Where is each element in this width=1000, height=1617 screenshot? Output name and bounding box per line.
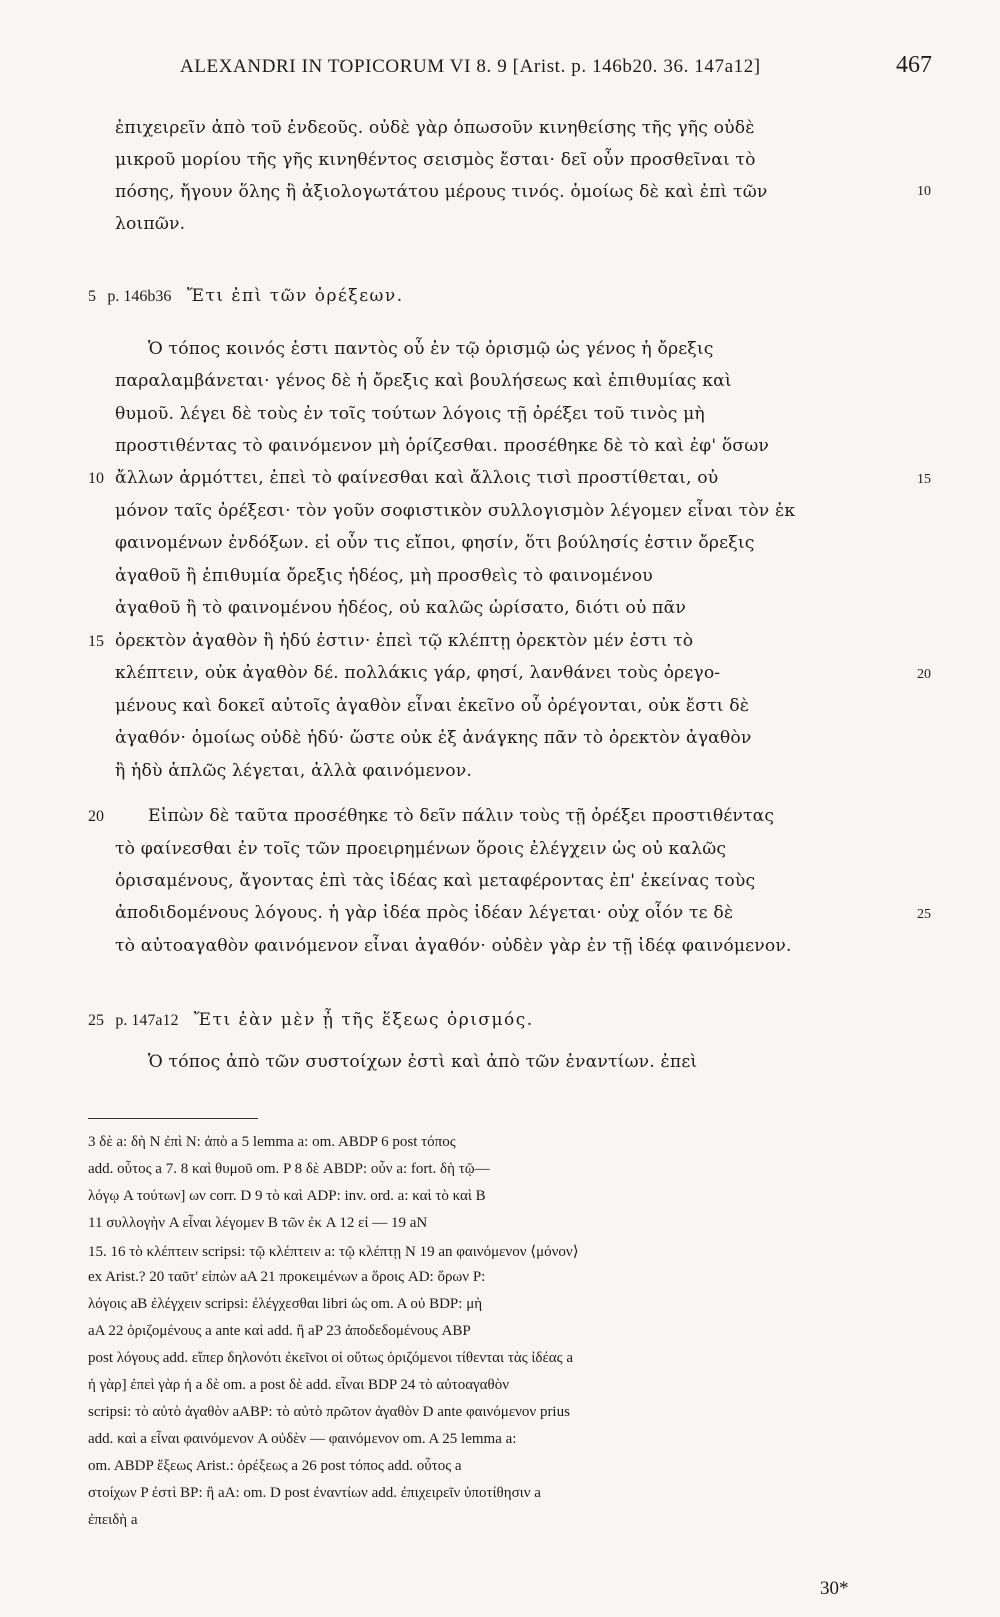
lemma-heading bbox=[88, 286, 908, 306]
running-title: ALEXANDRI IN TOPICORUM VI 8. 9 [Arist. p. 146b20. 36. 147a12] bbox=[180, 56, 761, 77]
line-number: 25 bbox=[88, 1012, 104, 1029]
text-line: Εἰπὼν δὲ ταῦτα προσέθηκε τὸ δεῖν πάλιν τοὺς τῇ ὀρέξει προστιθέντας bbox=[148, 806, 775, 826]
text-line: ἐπιχειρεῖν ἀπὸ τοῦ ἐνδεοῦς. οὐδὲ γὰρ ὁπωσοῦν κινηθείσης τῆς γῆς οὐδὲ bbox=[115, 118, 755, 138]
text-line: κλέπτειν, οὐκ ἀγαθὸν δέ. πολλάκις γάρ, φησί, λανθάνει τοὺς ὀρεγο- bbox=[115, 663, 721, 683]
apparatus-line: post λόγους add. εἴπερ δηλονότι ἐκεῖνοι οἱ οὕτως ὁριζόμενοι τίθενται τὰς ἰδέας a bbox=[88, 1350, 574, 1366]
text-line: τὸ αὐτοαγαθὸν φαινόμενον εἶναι ἀγαθόν· οὐδὲν γὰρ ἐν τῇ ἰδέᾳ φαινόμενον. bbox=[115, 936, 792, 956]
apparatus-line: 3 δὲ a: δὴ N ἐπὶ N: ἀπὸ a 5 lemma a: om. ABDP 6 post τόπος bbox=[88, 1134, 456, 1150]
apparatus-line: ἡ γὰρ] ἐπεὶ γὰρ ἡ a δὲ om. a post δὲ add. εἶναι BDP 24 τὸ αὐτοαγαθὸν bbox=[88, 1377, 510, 1393]
apparatus-line: add. οὗτος a 7. 8 καὶ θυμοῦ om. P 8 δὲ ABDP: οὖν a: fort. δὴ τῷ— bbox=[88, 1161, 490, 1177]
apparatus-line: om. ABDP ἕξεως Arist.: ὀρέξεως a 26 post τόπος add. οὗτος a bbox=[88, 1458, 462, 1474]
text-line: μένους καὶ δοκεῖ αὐτοῖς ἀγαθὸν εἶναι ἐκεῖνο οὗ ὀρέγονται, οὐκ ἔστι δὲ bbox=[115, 696, 750, 716]
text-line: ἀποδιδομένους λόγους. ἡ γὰρ ἰδέα πρὸς ἰδέαν λέγεται· οὐχ οἷόν τε δὲ bbox=[115, 903, 734, 923]
text-line: θυμοῦ. λέγει δὲ τοὺς ἐν τοῖς τούτων λόγοις τῇ ὀρέξει τοῦ τινὸς μὴ bbox=[115, 404, 705, 424]
line-number: 5 bbox=[88, 288, 96, 305]
text-line: προστιθέντας τὸ φαινόμενον μὴ ὁρίζεσθαι. προσέθηκε δὲ τὸ καὶ ἐφ' ὅσων bbox=[115, 436, 769, 456]
text-line: μικροῦ μορίου τῆς γῆς κινηθέντος σεισμὸς ἔσται· δεῖ οὖν προσθεῖναι τὸ bbox=[115, 150, 756, 170]
apparatus-line: scripsi: τὸ αὐτὸ ἀγαθὸν aABP: τὸ αὐτὸ πρῶτον ἀγαθὸν D ante φαινόμενον prius bbox=[88, 1404, 570, 1420]
line-number: 10 bbox=[917, 184, 931, 199]
line-number: 15 bbox=[88, 633, 104, 650]
lemma-heading bbox=[88, 1010, 908, 1030]
running-header bbox=[180, 52, 940, 88]
text-line: ὀρεκτὸν ἀγαθὸν ἢ ἡδύ ἐστιν· ἐπεὶ τῷ κλέπτῃ ὀρεκτὸν μέν ἐστι τὸ bbox=[115, 631, 694, 651]
line-number: 25 bbox=[917, 907, 931, 922]
line-number: 15 bbox=[917, 472, 931, 487]
text-line: ἢ ἡδὺ ἁπλῶς λέγεται, ἀλλὰ φαινόμενον. bbox=[115, 761, 472, 781]
line-number: 20 bbox=[88, 808, 104, 825]
apparatus-line: ex Arist.? 20 ταῦτ' εἰπὼν aA 21 προκειμένων a ὅροις AD: ὅρων P: bbox=[88, 1269, 486, 1285]
apparatus-line: λόγοις aB ἐλέγχειν scripsi: ἐλέγχεσθαι libri ὡς om. A οὐ BDP: μὴ bbox=[88, 1296, 483, 1312]
text-line: πόσης, ἤγουν ὅλης ἢ ἀξιολογωτάτου μέρους τινός. ὁμοίως δὲ καὶ ἐπὶ τῶν bbox=[115, 182, 768, 202]
page-number: 467 bbox=[896, 52, 932, 78]
text-line: παραλαμβάνεται· γένος δὲ ἡ ὄρεξις καὶ βουλήσεως καὶ ἐπιθυμίας καὶ bbox=[115, 371, 732, 391]
text-line: ἀγαθόν· ὁμοίως οὐδὲ ἡδύ· ὥστε οὐκ ἐξ ἀνάγκης πᾶν τὸ ὀρεκτὸν ἀγαθὸν bbox=[115, 728, 752, 748]
text-line: τὸ φαίνεσθαι ἐν τοῖς τῶν προειρημένων ὅροις ἐλέγχειν ὡς οὐ καλῶς bbox=[115, 839, 727, 859]
lemma-reference: p. 146b36 bbox=[107, 288, 172, 305]
apparatus-line: 15. 16 τὸ κλέπτειν scripsi: τῷ κλέπτειν a: τῷ κλέπτῃ N 19 an φαινόμενον ⟨μόνον⟩ bbox=[88, 1244, 579, 1260]
apparatus-line: ἐπειδὴ a bbox=[88, 1512, 138, 1528]
text-line: ἀγαθοῦ ἢ τὸ φαινομένου ἡδέος, οὐ καλῶς ὡρίσατο, διότι οὐ πᾶν bbox=[115, 598, 686, 618]
text-line: ἄλλων ἁρμόττει, ἐπεὶ τὸ φαίνεσθαι καὶ ἄλλοις τισὶ προστίθεται, οὐ bbox=[115, 468, 719, 488]
apparatus-line: στοίχων P ἐστὶ BP: ἢ aA: om. D post ἐναντίων add. ἐπιχειρεῖν ὑποτίθησιν a bbox=[88, 1485, 541, 1501]
text-line: ἀγαθοῦ ἢ ἐπιθυμία ὄρεξις ἡδέος, μὴ προσθεὶς τὸ φαινομένου bbox=[115, 566, 653, 586]
line-number: 10 bbox=[88, 470, 104, 487]
line-number: 20 bbox=[917, 667, 931, 682]
text-line: μόνον ταῖς ὀρέξεσι· τὸν γοῦν σοφιστικὸν συλλογισμὸν λέγομεν εἶναι τὸν ἐκ bbox=[115, 501, 796, 521]
text-line: Ὁ τόπος ἀπὸ τῶν συστοίχων ἐστὶ καὶ ἀπὸ τῶν ἐναντίων. ἐπεὶ bbox=[148, 1052, 698, 1072]
text-line: λοιπῶν. bbox=[115, 214, 186, 234]
apparatus-line: add. καὶ a εἶναι φαινόμενον A οὐδὲν — φαινόμενον om. A 25 lemma a: bbox=[88, 1431, 517, 1447]
apparatus-line: 11 συλλογὴν A εἶναι λέγομεν B τῶν ἐκ A 12 εἰ — 19 aN bbox=[88, 1215, 428, 1231]
text-line: φαινομένων ἐνδόξων. εἰ οὖν τις εἴποι, φησίν, ὅτι βούλησίς ἐστιν ὄρεξις bbox=[115, 533, 755, 553]
apparatus-line: λόγῳ A τούτων] ων corr. D 9 τὸ καὶ ADP: inv. ord. a: καὶ τὸ καὶ B bbox=[88, 1188, 486, 1204]
footnote-rule bbox=[88, 1118, 258, 1119]
text-line: Ὁ τόπος κοινός ἐστι παντὸς οὗ ἐν τῷ ὁρισμῷ ὡς γένος ἡ ὄρεξις bbox=[148, 339, 714, 359]
signature-mark: 30* bbox=[820, 1578, 849, 1599]
lemma-text: Ἔτι ἐπὶ τῶν ὀρέξεων. bbox=[186, 286, 404, 306]
lemma-reference: p. 147a12 bbox=[115, 1012, 179, 1029]
lemma-text: Ἔτι ἐὰν μὲν ᾖ τῆς ἕξεως ὁρισμός. bbox=[193, 1010, 534, 1030]
apparatus-line: aA 22 ὁριζομένους a ante καὶ add. ἢ aP 23 ἀποδεδομένους ABP bbox=[88, 1323, 471, 1339]
text-line: ὁρισαμένους, ἄγοντας ἐπὶ τὰς ἰδέας καὶ μεταφέροντας ἐπ' ἐκείνας τοὺς bbox=[115, 871, 756, 891]
